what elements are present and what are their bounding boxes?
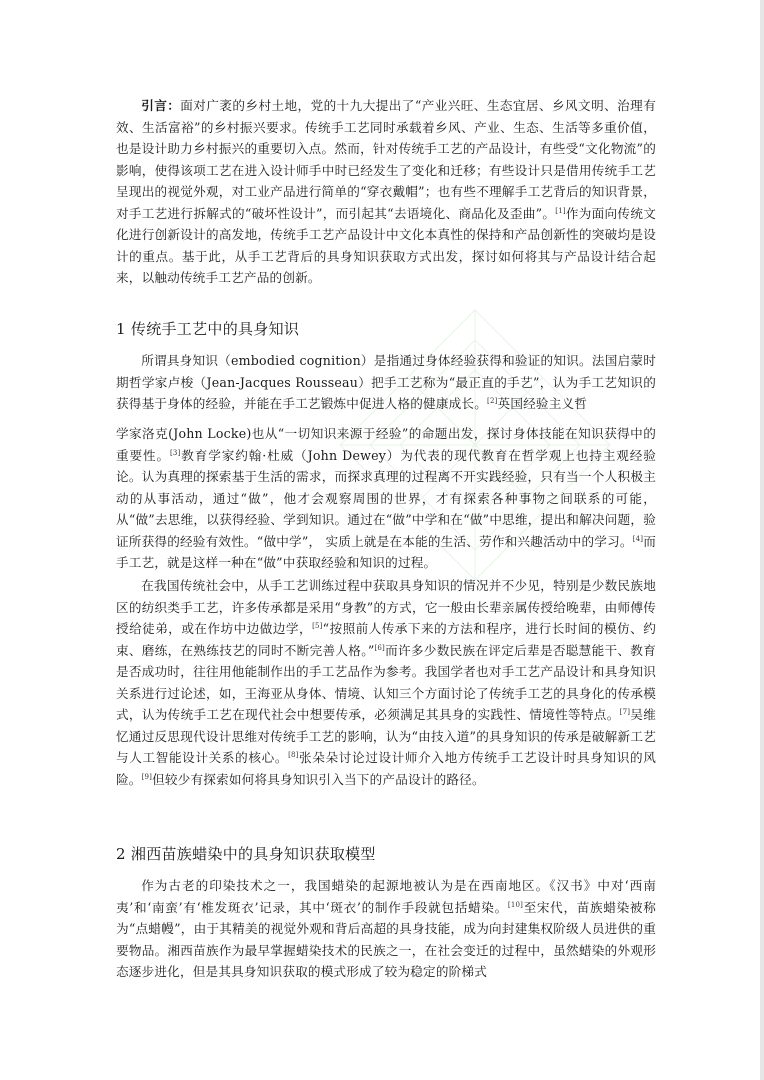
intro-body bbox=[116, 98, 656, 285]
text-run: 在我国传统社会中，从手工艺训练过程中获取具身知识的情况并不少见，特别是少数民族地区的纺织类手工艺，许多传承都是采用“身教”的方式，它一般由长辈亲属传授给晚辈，由师傅传授给徒弟，或在作坊中边做边学， bbox=[116, 578, 656, 636]
section-1-paragraph-1b bbox=[116, 423, 656, 574]
section-1-paragraph-2-body bbox=[116, 578, 656, 787]
text-run: 教育学家约翰·杜威（John Dewey）为代表的现代教育在哲学观上也持主观经验论。认为真理的探索基于生活的需求，而探求真理的过程离不开实践经验，只有当一个人积极主动的从事活动，通过“做”，他才会观察周围的世界，才有探索各种事物之间联系的可能，从“做”去思维，以获得经验、学到知识。通过在“做”中学和在“做”中思维，提出和解决问题，验证所获得的经验有效性。“做中学”， 实质上就是在本能的生活、劳作和兴趣活动中的学习。 bbox=[116, 447, 656, 549]
section-1-paragraph-1b-body bbox=[116, 426, 656, 570]
text-run: 吴维忆通过反思现代设计思维对传统手工艺的影响，认为“由技入道”的具身知识的传承是破解新工艺与人工智能设计关系的核心。 bbox=[116, 707, 656, 765]
section-2-heading: 2 湘西苗族蜡染中的具身知识获取模型 bbox=[116, 845, 376, 863]
text-run: “按照前人传承下来的方法和程序，进行长时间的模仿、约束、磨练，在熟练技艺的同时不断完善人格。” bbox=[116, 621, 657, 658]
section-1-paragraph-1a bbox=[116, 350, 656, 415]
citation-ref: [6] bbox=[374, 643, 385, 652]
text-run: 而许多少数民族在评定后辈是否聪慧能干、教育是否成功时，往往用他能制作出的手工艺品作为参考。我国学者也对手工艺产品设计和具身知识关系进行过论述，如，王海亚从身体、情境、认知三个方面讨论了传统手工艺的具身化的传承模式，认为传统手工艺在现代社会中想要传承，必须满足其具身的实践性、情境性等特点。 bbox=[116, 642, 657, 722]
page-edge bbox=[760, 0, 764, 1080]
text-run: 至宋代，苗族蜡染被称为“点蜡幔”，由于其精美的视觉外观和背后高超的具身技能，成为向封建集权阶级人员进供的重要物品。湘西苗族作为最早掌握蜡染技术的民族之一，在社会变迁的过程中，虽然蜡染的外观形态逐步进化，但是其具身知识获取的模式形成了较为稳定的阶梯式 bbox=[116, 899, 657, 979]
text-run: 作为面向传统文化进行创新设计的高发地，传统手工艺产品设计中文化本真性的保持和产品创新性的突破均是设计的重点。基于此，从手工艺背后的具身知识获取方式出发，探讨如何将其与产品设计结合起来，以触动传统手工艺产品的创新。 bbox=[116, 205, 656, 285]
text-run: 所谓具身知识（embodied cognition）是指通过身体经验获得和验证的知识。法国启蒙时期哲学家卢梭（Jean-Jacques Rousseau）把手工艺称为“最正直的手艺”，认为手工艺知识的获得基于身体的经验，并能在手工艺锻炼中促进人格的健康成长。 bbox=[116, 353, 656, 411]
text-run: 面对广袤的乡村土地，党的十九大提出了“产业兴旺、生态宜居、乡风文明、治理有效、生活富裕”的乡村振兴要求。传统手工艺同时承载着乡风、产业、生态、生活等多重价值，也是设计助力乡村振兴的重要切入点。然而，针对传统手工艺的产品设计，有些受“文化物流”的影响，使得该项工艺在进入设计师手中时已经发生了变化和迁移；有些设计只是借用传统手工艺呈现出的视觉外观，对工业产品进行简单的“穿衣戴帽”；也有些不理解手工艺背后的知识背景，对手工艺进行拆解式的“破坏性设计”，而引起其“去语境化、商品化及歪曲”。 bbox=[116, 98, 656, 221]
citation-ref: [5] bbox=[312, 622, 323, 630]
section-1-paragraph-1a-body bbox=[116, 353, 656, 411]
text-run: 而手工艺，就是这样一种在“做”中获取经验和知识的过程。 bbox=[116, 533, 657, 570]
section-1-paragraph-2 bbox=[116, 575, 656, 790]
section-2-paragraph-1-body bbox=[116, 878, 656, 979]
citation-ref: [7] bbox=[619, 708, 631, 716]
citation-ref: [2] bbox=[487, 397, 498, 405]
citation-ref: [9] bbox=[141, 772, 153, 781]
section-2-paragraph-1 bbox=[116, 875, 656, 983]
citation-ref: [8] bbox=[288, 751, 299, 759]
text-run: 英国经验主义哲 bbox=[497, 396, 588, 411]
citation-ref: [10] bbox=[507, 900, 524, 909]
text-run: 作为古老的印染技术之一，我国蜡染的起源地被认为是在西南地区。《汉书》中对‘西南夷’和‘南蛮’有‘椎发斑衣’记录，其中‘斑衣’的制作手段就包括蜡染。 bbox=[116, 878, 656, 915]
citation-ref: [3] bbox=[170, 448, 181, 457]
section-1-heading: 1 传统手工艺中的具身知识 bbox=[116, 320, 300, 338]
text-run: 但较少有探索如何将具身知识引入当下的产品设计的路径。 bbox=[152, 771, 485, 787]
text-run: 学家洛克(John Locke)也从“一切知识来源于经验”的命题出发，探讨身体技能在知识获得中的重要性。 bbox=[116, 426, 656, 463]
text-run: 张朵朵讨论过设计师介入地方传统手工艺设计时具身知识的风险。 bbox=[116, 750, 656, 787]
citation-ref: [4] bbox=[632, 534, 644, 543]
intro-paragraph bbox=[116, 95, 656, 289]
intro-label: 引言： bbox=[141, 98, 181, 113]
citation-ref: [1] bbox=[555, 206, 566, 215]
